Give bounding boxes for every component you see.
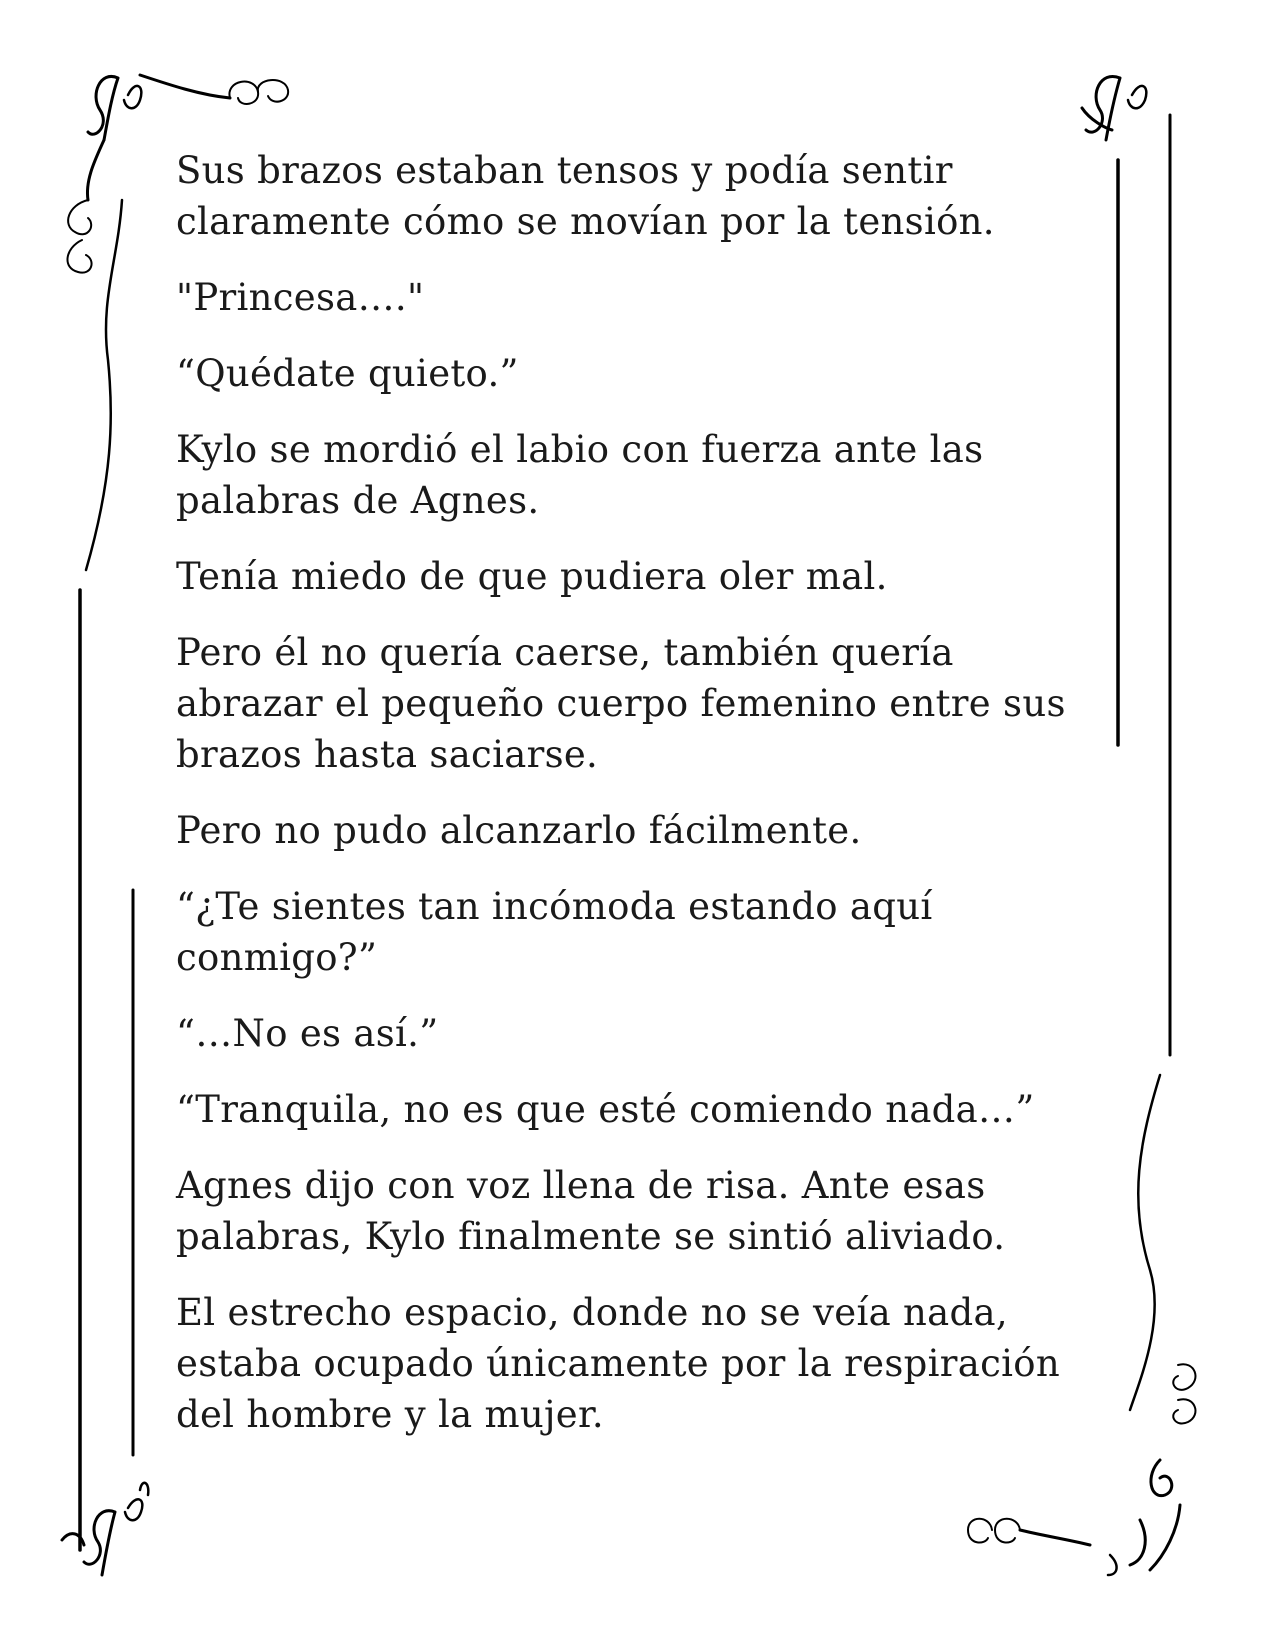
paragraph-12: El estrecho espacio, donde no se veía nada, estaba ocupado únicamente por la respiración del hombre y la mujer. xyxy=(176,1291,1060,1436)
paragraph-6: Pero él no quería caerse, también quería abrazar el pequeño cuerpo femenino entre sus brazos hasta saciarse. xyxy=(176,631,1066,776)
paragraph-10: “Tranquila, no es que esté comiendo nada…” xyxy=(176,1088,1035,1131)
paragraph-11: Agnes dijo con voz llena de risa. Ante esas palabras, Kylo finalmente se sintió aliviado. xyxy=(176,1164,1006,1258)
story-text xyxy=(176,145,1076,1465)
paragraph-4: Kylo se mordió el labio con fuerza ante las palabras de Agnes. xyxy=(176,428,984,522)
paragraph-3: “Quédate quieto.” xyxy=(176,352,519,395)
paragraph-1: Sus brazos estaban tensos y podía sentir claramente cómo se movían por la tensión. xyxy=(176,149,995,243)
paragraph-8: “¿Te sientes tan incómoda estando aquí conmigo?” xyxy=(176,885,933,979)
paragraph-2: "Princesa…." xyxy=(176,276,425,319)
paragraph-7: Pero no pudo alcanzarlo fácilmente. xyxy=(176,809,862,852)
top-right-flourish-icon xyxy=(1082,76,1170,1055)
bottom-left-flourish-icon xyxy=(62,1483,148,1575)
paragraph-9: “…No es así.” xyxy=(176,1012,439,1055)
paragraph-5: Tenía miedo de que pudiera oler mal. xyxy=(176,555,888,598)
